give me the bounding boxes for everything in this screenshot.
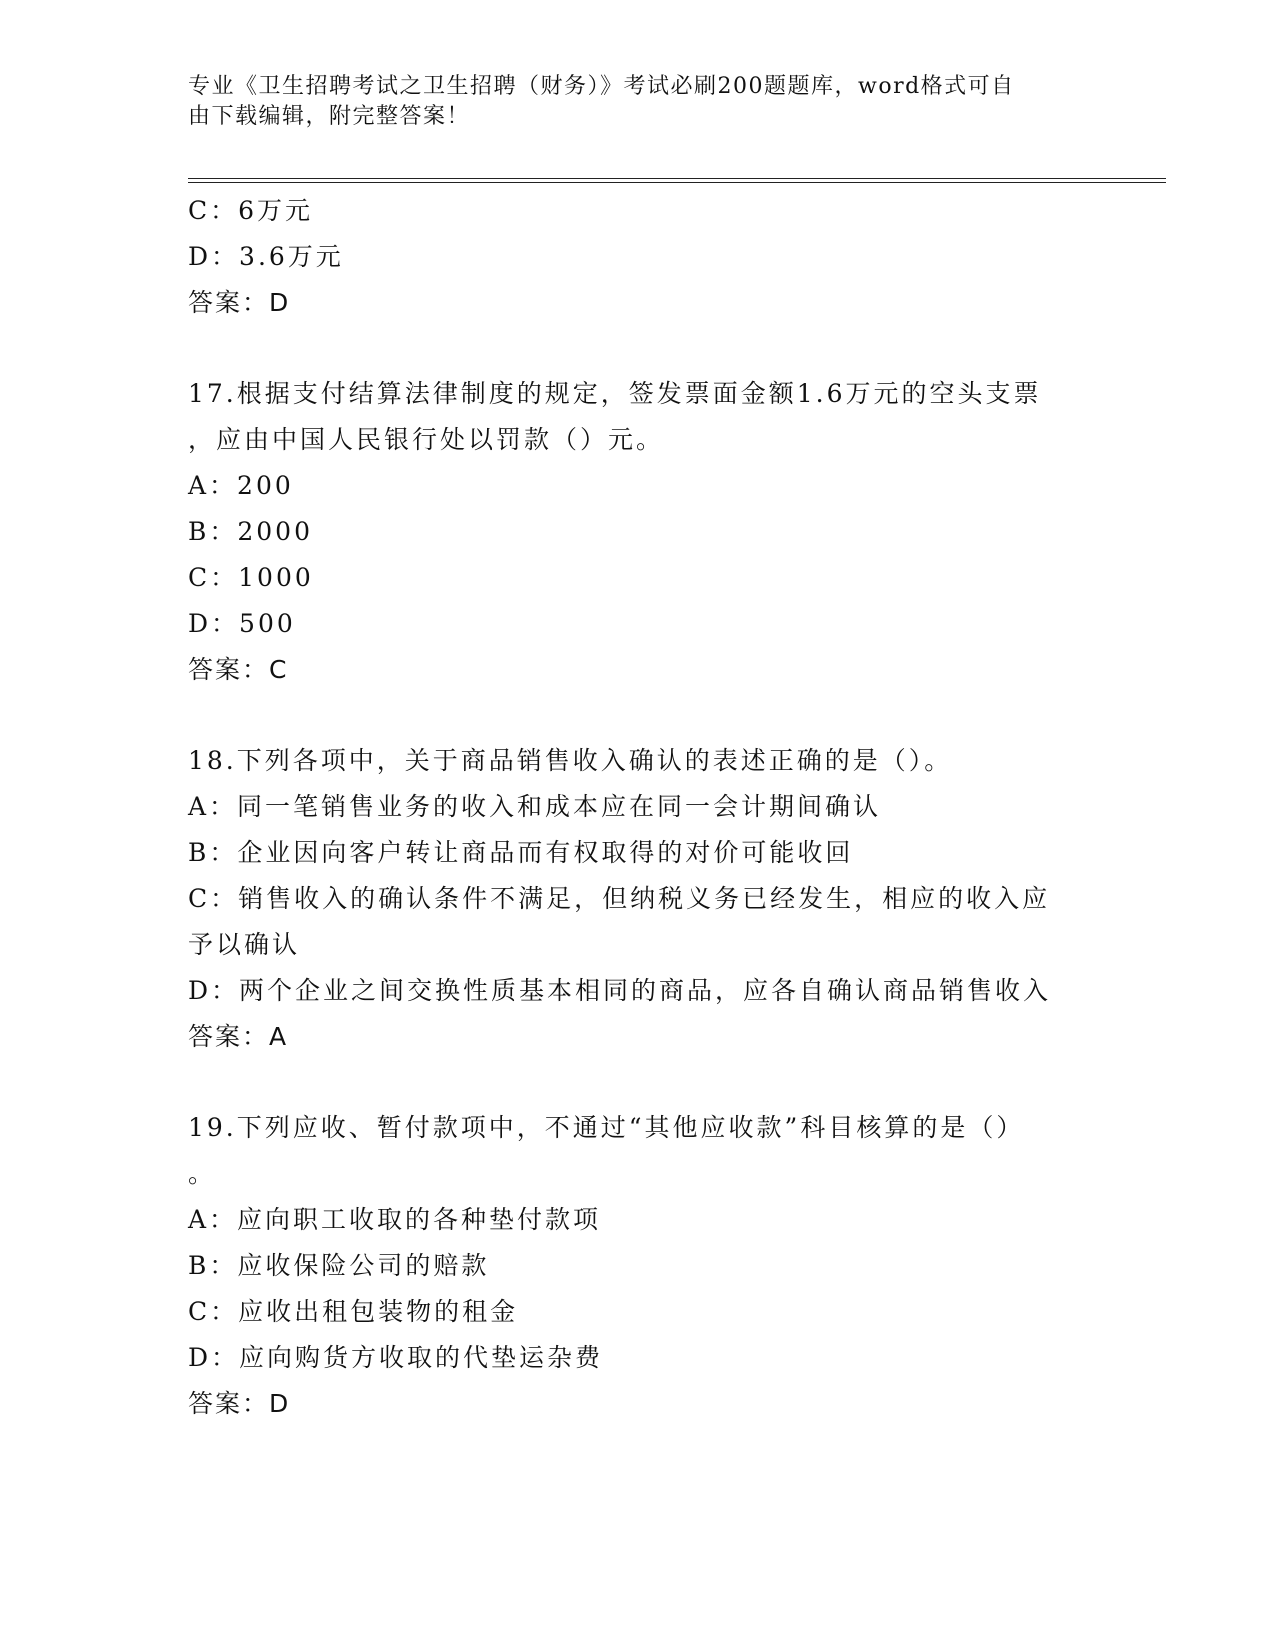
question-stem: 19.下列应收、暂付款项中，不通过“其他应收款”科目核算的是（） <box>188 1113 1025 1142</box>
question-19 <box>188 1105 1088 1427</box>
option-b: B：企业因向客户转让商品而有权取得的对价可能收回 <box>188 838 854 867</box>
option-d: D：500 <box>188 609 296 638</box>
question-17 <box>188 371 1088 693</box>
option-c-continued: 予以确认 <box>188 930 301 959</box>
option-b: B：2000 <box>188 517 313 546</box>
option-b: B：应收保险公司的赔款 <box>188 1251 490 1280</box>
header-double-rule <box>188 178 1166 183</box>
spacer <box>188 693 1088 738</box>
question-stem: 17.根据支付结算法律制度的规定，签发票面金额1.6万元的空头支票 <box>188 379 1042 408</box>
answer-line: 答案：C <box>188 655 289 684</box>
option-a: A：200 <box>188 471 294 500</box>
option-c: C：应收出租包装物的租金 <box>188 1297 519 1326</box>
question-stem-continued: ，应由中国人民银行处以罚款（）元。 <box>188 425 665 454</box>
option-c: C：销售收入的确认条件不满足，但纳税义务已经发生，相应的收入应 <box>188 884 1051 913</box>
question-stem-continued: 。 <box>188 1159 217 1188</box>
option-a: A：应向职工收取的各种垫付款项 <box>188 1205 602 1234</box>
question-stem: 18.下列各项中，关于商品销售收入确认的表述正确的是（）。 <box>188 746 953 775</box>
header-line-2: 由下载编辑，附完整答案！ <box>188 104 471 129</box>
spacer <box>188 326 1088 371</box>
answer-line: 答案：D <box>188 288 291 317</box>
answer-line: 答案：A <box>188 1022 289 1051</box>
option-d: D：3.6万元 <box>188 242 344 271</box>
option-c: C：1000 <box>188 563 314 592</box>
document-header <box>188 72 1068 132</box>
document-body <box>188 188 1088 1427</box>
header-line-1: 专业《卫生招聘考试之卫生招聘（财务）》考试必刷200题题库，word格式可自 <box>188 74 1015 99</box>
spacer <box>188 1060 1088 1105</box>
question-18 <box>188 738 1088 1060</box>
answer-line: 答案：D <box>188 1389 291 1418</box>
option-d: D：应向购货方收取的代垫运杂费 <box>188 1343 604 1372</box>
option-a: A：同一笔销售业务的收入和成本应在同一会计期间确认 <box>188 792 882 821</box>
option-d: D：两个企业之间交换性质基本相同的商品，应各自确认商品销售收入 <box>188 976 1052 1005</box>
previous-question-tail <box>188 188 1088 326</box>
option-c: C：6万元 <box>188 196 314 225</box>
